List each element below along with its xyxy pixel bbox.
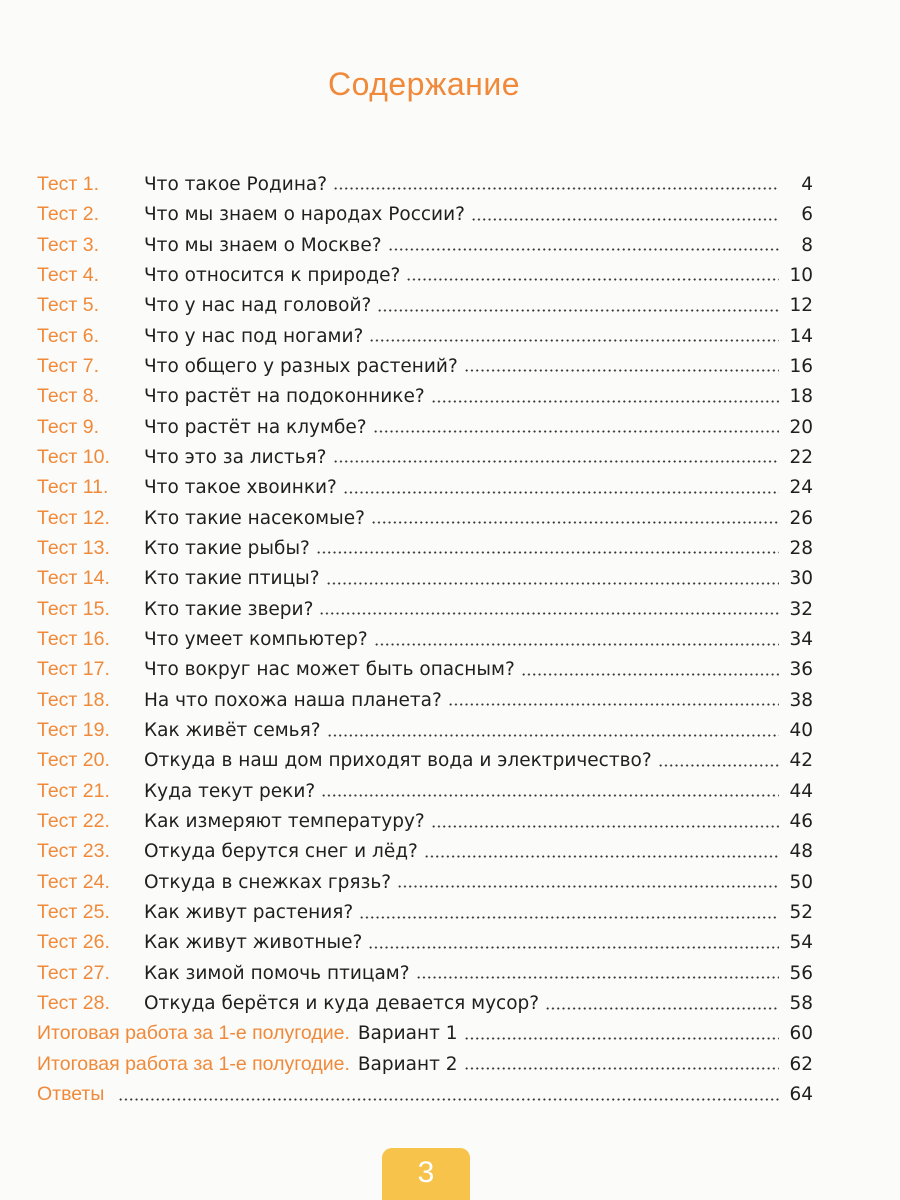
toc-entry-page-number: 26	[789, 507, 813, 529]
toc-entry-page-number: 62	[789, 1053, 813, 1075]
toc-entry[interactable]	[37, 771, 813, 801]
toc-entry[interactable]	[37, 467, 813, 497]
toc-entry[interactable]	[37, 407, 813, 437]
toc-entry-title: Как зимой помочь птицам?	[144, 962, 410, 984]
toc-entry-prefix: Тест 27.	[37, 961, 110, 984]
toc-entry[interactable]	[37, 923, 813, 953]
page-title: Содержание	[327, 66, 520, 102]
toc-entry-title: Вариант 2	[357, 1053, 458, 1075]
toc-entry-page-number: 36	[789, 659, 813, 681]
toc-entry-prefix: Тест 3.	[37, 233, 100, 256]
toc-entry-page-number: 40	[789, 720, 813, 742]
toc-entry-title: Что растёт на подоконнике?	[144, 386, 425, 408]
toc-entry-prefix: Тест 7.	[37, 354, 100, 377]
dot-leader	[373, 430, 779, 433]
toc-entry-title: Что относится к природе?	[144, 264, 401, 286]
toc-entry-page-number: 46	[789, 811, 813, 833]
toc-entry[interactable]	[37, 832, 813, 862]
toc-entry-page-number: 10	[789, 264, 813, 286]
dot-leader	[521, 673, 779, 676]
toc-entry-prefix: Тест 17.	[37, 658, 110, 681]
toc-entry[interactable]	[37, 650, 813, 680]
toc-entry-title: Откуда берётся и куда девается мусор?	[144, 993, 540, 1015]
toc-entry-page-number: 24	[789, 477, 813, 499]
dot-leader	[464, 369, 779, 372]
toc-entry-prefix: Тест 18.	[37, 688, 110, 711]
toc-entry-title: Кто такие звери?	[144, 598, 314, 620]
toc-entry[interactable]	[37, 680, 813, 710]
toc-entry-prefix: Тест 13.	[37, 536, 110, 559]
toc-entry[interactable]	[37, 376, 813, 406]
toc-entry-title: Кто такие рыбы?	[144, 537, 310, 559]
toc-entry-title: Откуда в наш дом приходят вода и электричество?	[144, 750, 652, 772]
toc-entry-title: Вариант 1	[357, 1023, 458, 1045]
toc-entry[interactable]	[37, 892, 813, 922]
toc-entry-title: Кто такие насекомые?	[144, 507, 365, 529]
toc-entry-prefix: Тест 15.	[37, 597, 110, 620]
toc-entry-page-number: 44	[789, 780, 813, 802]
toc-entry-prefix: Тест 1.	[37, 172, 100, 195]
toc-entry-title: Куда текут реки?	[144, 780, 316, 802]
toc-entry[interactable]	[37, 437, 813, 467]
toc-entry-prefix: Тест 11.	[37, 476, 109, 499]
dot-leader	[319, 612, 779, 615]
toc-entry[interactable]	[37, 194, 813, 224]
toc-entry-page-number: 54	[789, 932, 813, 954]
toc-entry-title: Что общего у разных растений?	[144, 355, 458, 377]
toc-entry-title: Что вокруг нас может быть опасным?	[144, 659, 515, 681]
dot-leader	[464, 1037, 779, 1040]
toc-entry[interactable]	[37, 741, 813, 771]
toc-entry[interactable]	[37, 164, 813, 194]
dot-leader	[431, 400, 779, 403]
toc-entry-page-number: 16	[789, 355, 813, 377]
dot-leader	[118, 1098, 779, 1101]
toc-entry[interactable]	[37, 225, 813, 255]
page-number-badge: 3	[382, 1148, 470, 1200]
toc-entry[interactable]	[37, 862, 813, 892]
toc-entry-prefix: Тест 20.	[37, 749, 110, 772]
dot-leader	[658, 764, 779, 767]
toc-entry-title: Откуда берутся снег и лёд?	[144, 841, 418, 863]
toc-entry[interactable]	[37, 316, 813, 346]
dot-leader	[424, 855, 779, 858]
toc-entry[interactable]	[37, 589, 813, 619]
dot-leader	[369, 339, 779, 342]
toc-entry-prefix: Тест 23.	[37, 840, 110, 863]
toc-entry-title: Что такое Родина?	[144, 173, 328, 195]
toc-entry-prefix: Тест 10.	[37, 445, 110, 468]
toc-entry-page-number: 64	[789, 1084, 813, 1106]
toc-entry-title: Что у нас под ногами?	[144, 325, 364, 347]
toc-entry-page-number: 60	[789, 1023, 813, 1045]
toc-entry-page-number: 42	[789, 750, 813, 772]
toc-entry-page-number: 22	[789, 446, 813, 468]
toc-entry-page-number: 8	[801, 234, 813, 256]
toc-entry[interactable]	[37, 285, 813, 315]
toc-entry-title: Что у нас над головой?	[144, 295, 372, 317]
toc-entry-page-number: 20	[789, 416, 813, 438]
dot-leader	[371, 521, 779, 524]
toc-entry[interactable]	[37, 346, 813, 376]
toc-entry-prefix: Тест 14.	[37, 567, 110, 590]
toc-entry-title: Как измеряют температуру?	[144, 811, 425, 833]
toc-entry[interactable]	[37, 498, 813, 528]
toc-entry[interactable]	[37, 255, 813, 285]
dot-leader	[448, 703, 779, 706]
toc-entry-page-number: 34	[789, 629, 813, 650]
toc-entry-title: Что мы знаем о Москве?	[144, 234, 382, 256]
toc-entry-prefix: Тест 28.	[37, 992, 110, 1015]
toc-entry-prefix: Тест 12.	[37, 506, 110, 529]
toc-entry-prefix: Тест 24.	[37, 870, 110, 893]
dot-leader	[388, 248, 779, 251]
toc-entry-page-number: 50	[789, 871, 813, 893]
dot-leader	[326, 582, 779, 585]
dot-leader	[545, 1007, 779, 1010]
toc-entry-prefix: Тест 16.	[37, 628, 110, 650]
toc-entry-title: Как живут растения?	[144, 902, 354, 924]
dot-leader	[327, 734, 779, 737]
toc-entry[interactable]	[37, 528, 813, 558]
dot-leader	[368, 946, 779, 949]
dot-leader	[374, 643, 779, 646]
toc-entry[interactable]	[37, 953, 813, 983]
toc-entry-prefix: Тест 8.	[37, 385, 100, 408]
toc-entry-page-number: 12	[789, 295, 813, 317]
toc-entry-prefix: Тест 4.	[37, 263, 100, 286]
toc-entry-title: Что умеет компьютер?	[144, 629, 368, 650]
toc-entry-page-number: 58	[789, 993, 813, 1015]
dot-leader	[431, 825, 779, 828]
dot-leader	[464, 1067, 779, 1070]
toc-entry-title: Что растёт на клумбе?	[144, 416, 367, 438]
toc-entry-page-number: 48	[789, 841, 813, 863]
toc-entry[interactable]	[37, 1044, 813, 1074]
toc-entry-title: Как живут животные?	[144, 932, 363, 954]
toc-entry[interactable]	[37, 1014, 813, 1044]
toc-entry-prefix: Тест 6.	[37, 324, 100, 347]
toc-entry-page-number: 52	[789, 902, 813, 924]
toc-entry-page-number: 56	[789, 962, 813, 984]
toc-entry-title: Что такое хвоинки?	[144, 477, 337, 499]
toc-entry-prefix: Тест 2.	[37, 203, 100, 226]
toc-entry-page-number: 6	[801, 204, 813, 226]
dot-leader	[377, 309, 779, 312]
toc-entry-page-number: 38	[789, 689, 813, 711]
toc-entry-title: Что мы знаем о народах России?	[144, 204, 465, 226]
dot-leader	[416, 976, 779, 979]
table-of-contents	[37, 164, 813, 1105]
toc-entry-prefix: Тест 22.	[37, 810, 110, 833]
toc-entry-page-number: 14	[789, 325, 813, 347]
toc-entry-page-number: 32	[789, 598, 813, 620]
toc-entry[interactable]	[37, 558, 813, 588]
toc-entry-prefix: Итоговая работа за 1-е полугодие.	[37, 1052, 350, 1075]
toc-entry-prefix: Тест 21.	[37, 779, 110, 802]
toc-entry[interactable]	[37, 983, 813, 1013]
toc-entry-prefix: Тест 26.	[37, 931, 110, 954]
toc-entry[interactable]	[37, 801, 813, 831]
dot-leader	[471, 218, 779, 221]
dot-leader	[397, 885, 779, 888]
toc-entry-prefix: Тест 5.	[37, 294, 100, 317]
toc-entry-title: Откуда в снежках грязь?	[144, 871, 392, 893]
toc-entry-prefix: Ответы	[37, 1083, 105, 1106]
toc-entry[interactable]	[37, 710, 813, 740]
toc-entry-prefix: Тест 25.	[37, 901, 110, 924]
toc-entry-title: Как живёт семья?	[144, 720, 321, 742]
dot-leader	[321, 794, 779, 797]
dot-leader	[333, 187, 779, 190]
toc-entry-title: Кто такие птицы?	[144, 568, 320, 590]
toc-entry-title: На что похожа наша планета?	[144, 689, 442, 711]
dot-leader	[359, 916, 779, 919]
toc-entry[interactable]	[37, 619, 813, 649]
dot-leader	[333, 460, 780, 463]
toc-entry-prefix: Тест 9.	[37, 415, 100, 438]
toc-entry-page-number: 4	[801, 173, 813, 195]
toc-entry-page-number: 28	[789, 537, 813, 559]
toc-entry-page-number: 30	[789, 568, 813, 590]
dot-leader	[343, 491, 779, 494]
toc-entry-prefix: Итоговая работа за 1-е полугодие.	[37, 1022, 350, 1045]
dot-leader	[406, 278, 779, 281]
dot-leader	[316, 551, 779, 554]
toc-entry-page-number: 18	[789, 386, 813, 408]
toc-entry-prefix: Тест 19.	[37, 719, 110, 742]
toc-entry-title: Что это за листья?	[144, 446, 327, 468]
toc-entry[interactable]	[37, 1074, 813, 1104]
